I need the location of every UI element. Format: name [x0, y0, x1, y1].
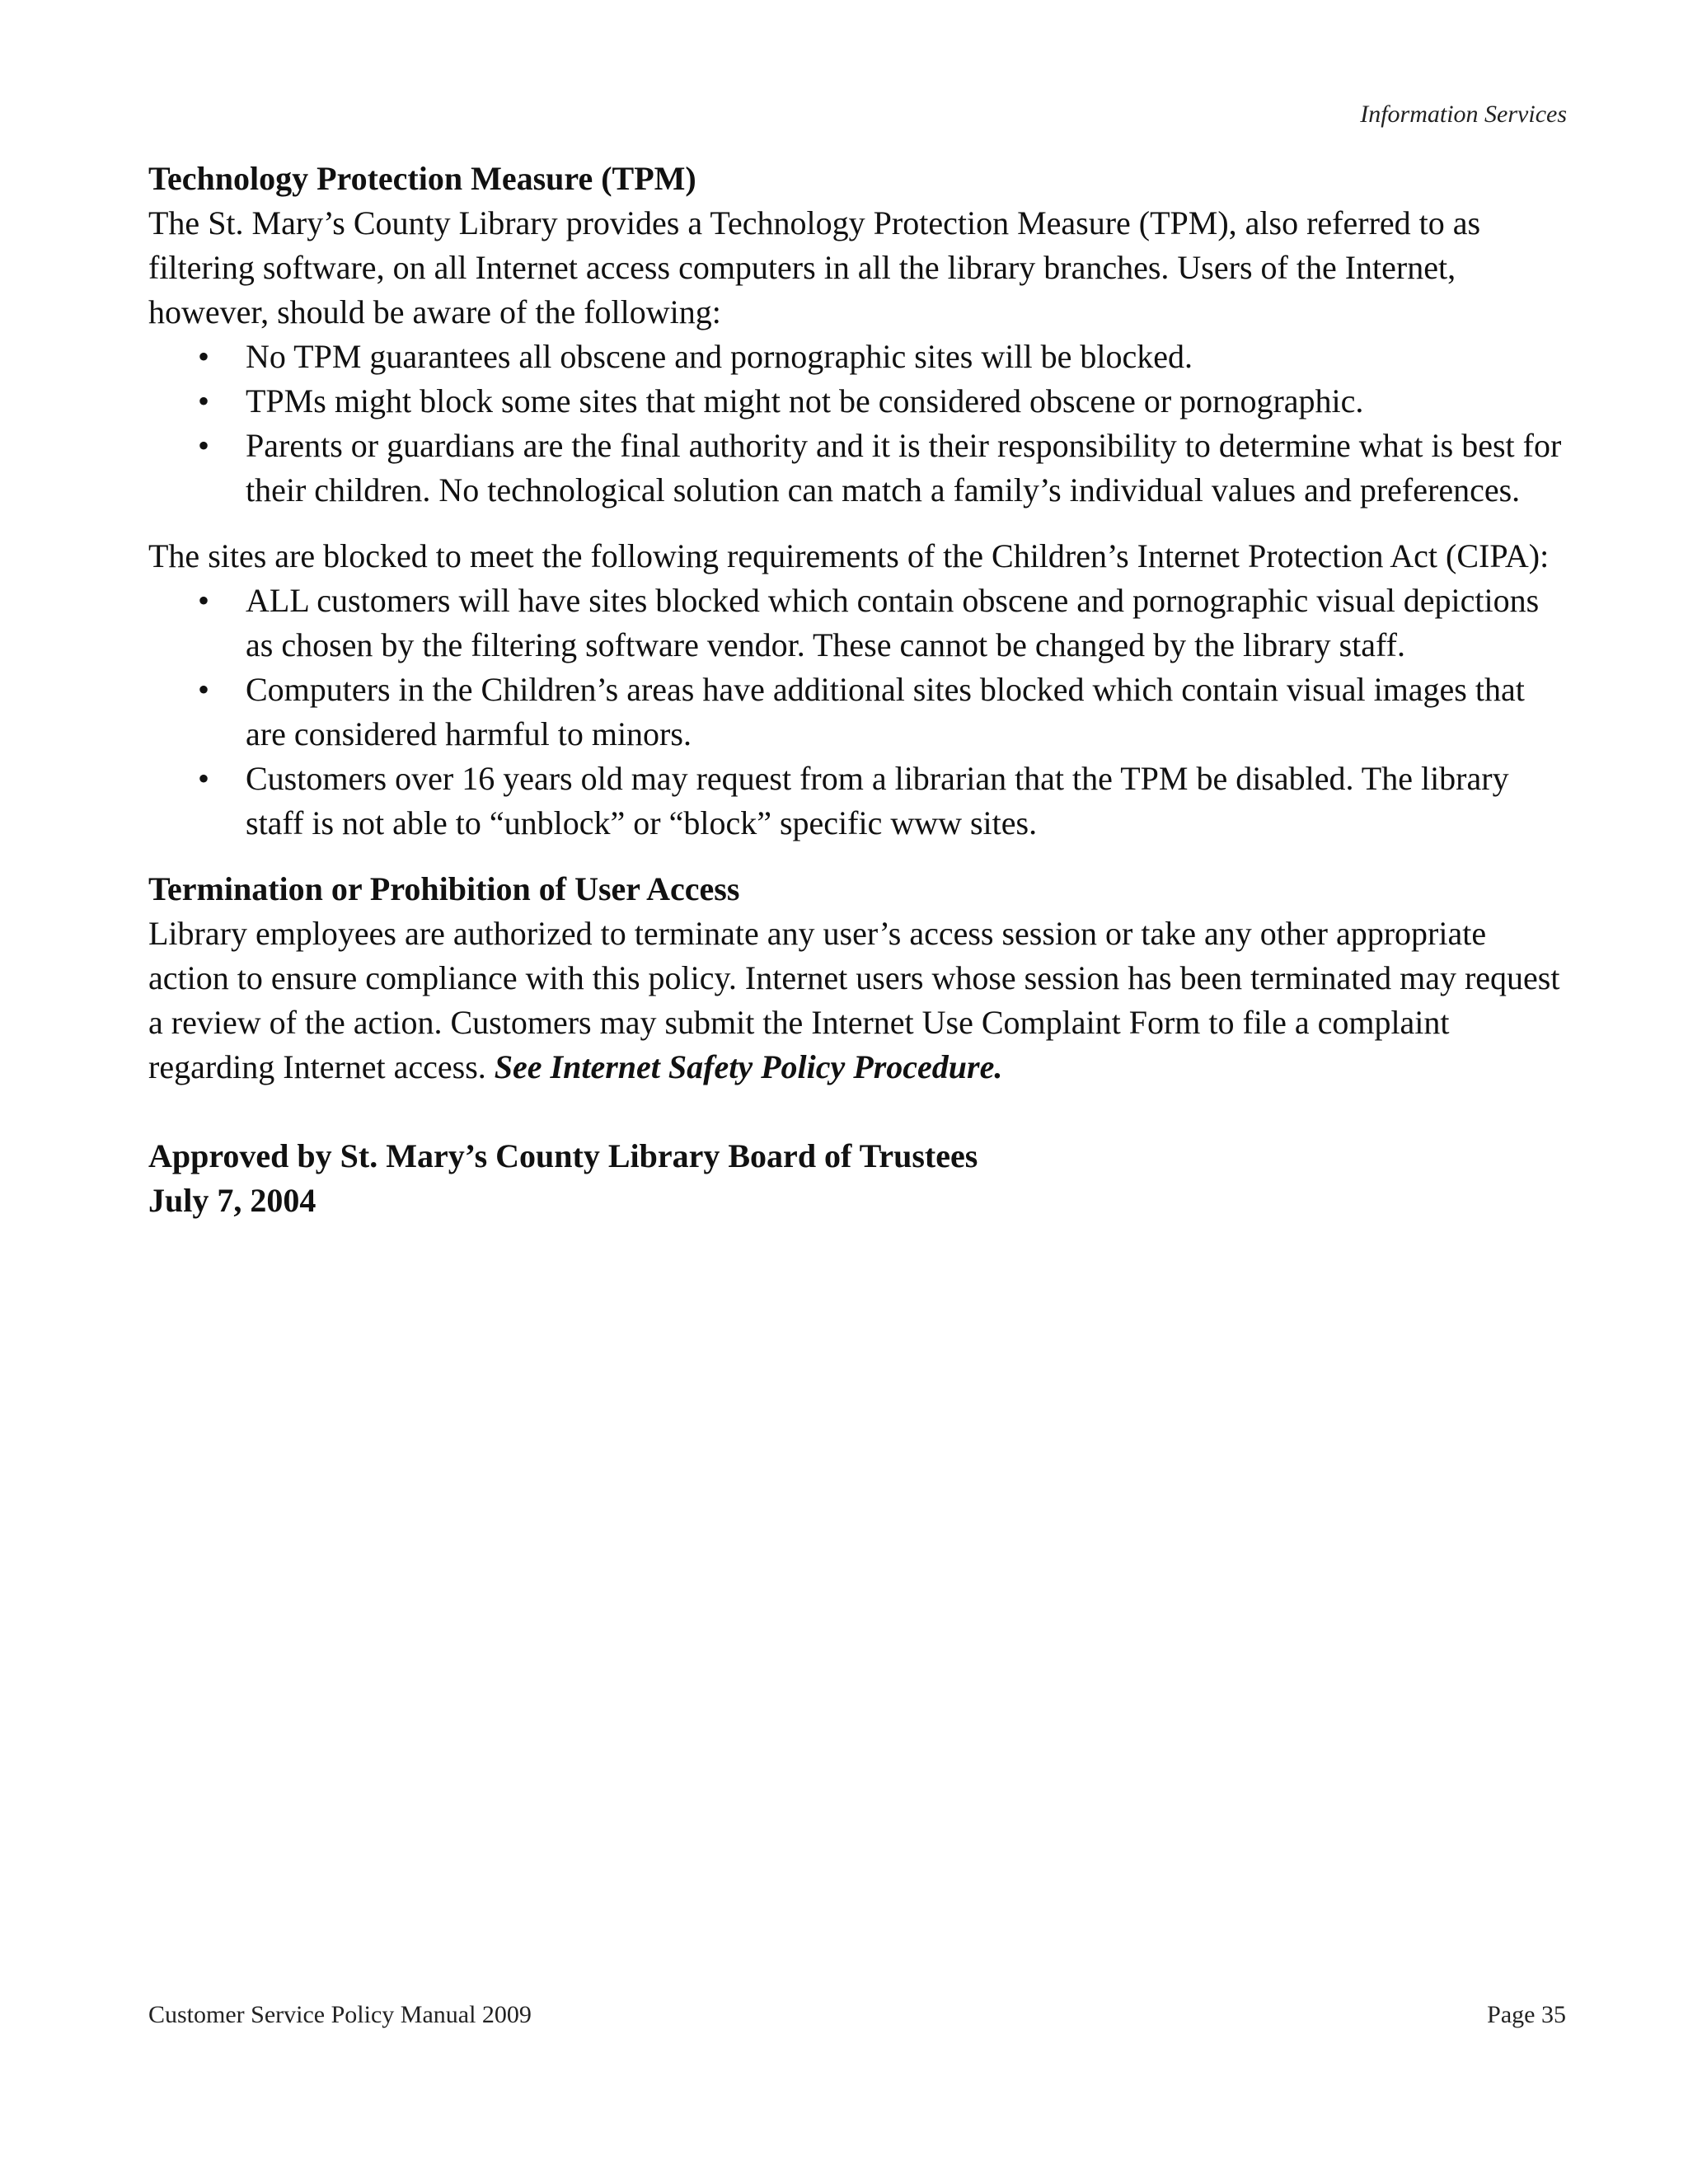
list-item [148, 757, 1566, 846]
footer-manual-title: Customer Service Policy Manual 2009 [148, 2001, 532, 2028]
bullet-icon: • [198, 382, 210, 419]
list-item [148, 379, 1566, 424]
cipa-bullet-list [148, 579, 1566, 846]
list-item [148, 579, 1566, 668]
bullet-icon: • [198, 582, 210, 619]
termination-body-text: Library employees are authorized to terminate any user’s access session or take any other appropriate action to ensure compliance with this policy. Internet users whose session has been terminated may request a review of the action. Customers may submit the Internet Use Complaint Form to file a complaint regarding Internet access. [148, 915, 1560, 1085]
policy-reference-text: See Internet Safety Policy Procedure. [494, 1048, 1003, 1085]
tpm-bullet-list [148, 335, 1566, 513]
running-header: Information Services [1360, 101, 1567, 128]
termination-paragraph [148, 912, 1566, 1090]
spacer [148, 1090, 1566, 1134]
footer-page-number: Page 35 [1487, 2001, 1566, 2028]
list-item-text: ALL customers will have sites blocked which contain obscene and pornographic visual depictions as chosen by the filtering software vendor. These cannot be changed by the library staff. [246, 582, 1540, 663]
list-item [148, 424, 1566, 513]
list-item-text: TPMs might block some sites that might not be considered obscene or pornographic. [246, 382, 1364, 419]
approval-line: Approved by St. Mary’s County Library Board of Trustees [148, 1137, 978, 1174]
list-item [148, 335, 1566, 379]
spacer [148, 513, 1566, 534]
list-item-text: Parents or guardians are the final authority and it is their responsibility to determine what is best for their children. No technological solution can match a family’s individual values and preferences. [246, 427, 1562, 509]
bullet-icon: • [198, 427, 210, 464]
spacer [148, 846, 1566, 867]
list-item-text: Customers over 16 years old may request from a librarian that the TPM be disabled. The library staff is not able to “unblock” or “block” specific www sites. [246, 760, 1509, 841]
bullet-icon: • [198, 338, 210, 375]
section-heading-tpm: Technology Protection Measure (TPM) [148, 160, 696, 197]
tpm-intro-paragraph: The St. Mary’s County Library provides a Technology Protection Measure (TPM), also referred to as filtering software, on all Internet access computers in all the library branches. Users of the Internet, however, should be aware of the following: [148, 204, 1481, 330]
list-item-text: No TPM guarantees all obscene and pornographic sites will be blocked. [246, 338, 1193, 375]
page-content [148, 157, 1566, 1223]
approval-date: July 7, 2004 [148, 1182, 316, 1219]
cipa-intro-paragraph: The sites are blocked to meet the following requirements of the Children’s Internet Protection Act (CIPA): [148, 537, 1550, 574]
bullet-icon: • [198, 760, 210, 797]
list-item-text: Computers in the Children’s areas have additional sites blocked which contain visual images that are considered harmful to minors. [246, 671, 1525, 752]
section-heading-termination: Termination or Prohibition of User Access [148, 870, 740, 907]
list-item [148, 668, 1566, 757]
bullet-icon: • [198, 671, 210, 708]
